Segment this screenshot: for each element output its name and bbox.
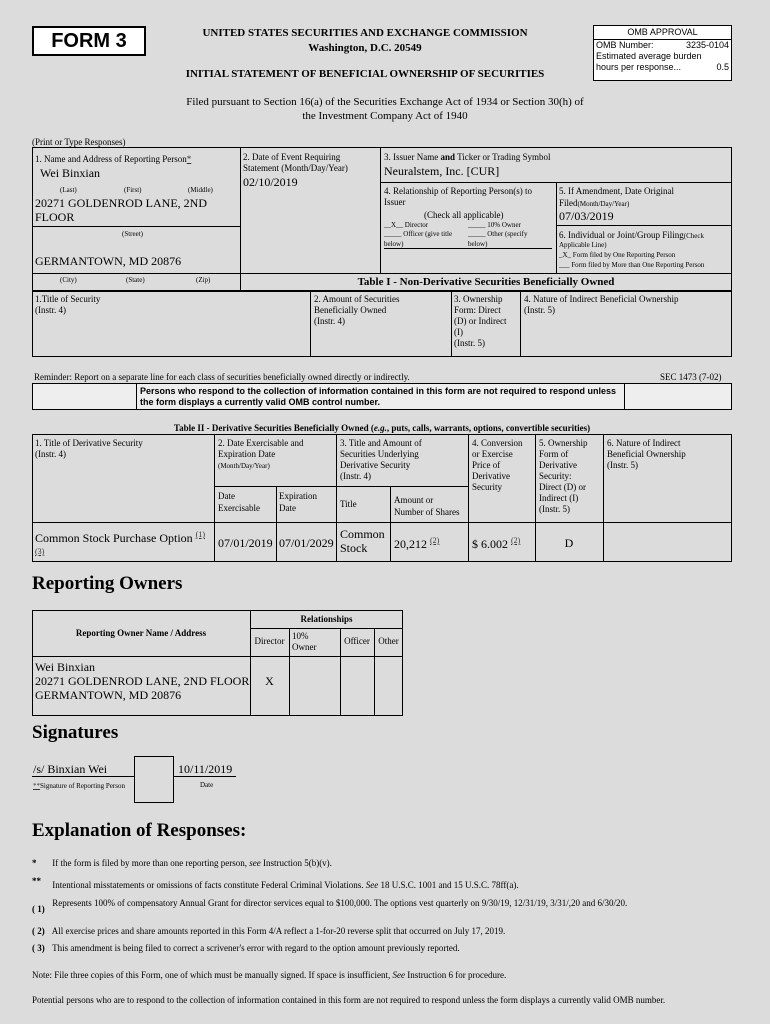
- city-label: (City): [60, 276, 77, 284]
- issuer-name: Neuralstem, Inc. [CUR]: [384, 164, 500, 178]
- expl-item-2: ( 2) All exercise prices and share amounts reported in this Form 4/A reflect a 1-for-20 reverse split that occurred on July 17, 2019.: [32, 926, 506, 936]
- expl-item-star: * If the form is filed by more than one reporting person, see Instruction 5(b)(v).: [32, 858, 332, 868]
- t2-col-underlying: 3. Title and Amount of Securities Underlying Derivative Security (Instr. 4): [340, 438, 422, 481]
- reminder-text: Reminder: Report on a separate line for each class of securities beneficially owned directly or indirectly.: [34, 372, 410, 382]
- t2-col-nature: 6. Nature of Indirect Beneficial Ownership (Instr. 5): [607, 438, 686, 470]
- rel-ten-pct: 10% Owner: [292, 631, 317, 652]
- t2-row-under-title: Common Stock: [340, 527, 385, 555]
- state-label: (State): [126, 276, 145, 284]
- box2-label-1: 2. Date of Event Requiring: [243, 152, 341, 162]
- relationships-header: Relationships: [300, 614, 353, 624]
- omb-number-label: OMB Number:: [596, 40, 654, 50]
- box5-label-1: 5. If Amendment, Date Original: [559, 186, 674, 196]
- t1-col-title: 1.Title of Security (Instr. 4): [35, 294, 101, 315]
- omb-hours-value: 0.5: [716, 62, 729, 72]
- officer-check: _____ Officer (give title: [384, 230, 453, 238]
- t2-col-price: 4. Conversion or Exercise Price of Derivative Security: [472, 438, 523, 492]
- t2-sub-exp: Expiration Date: [279, 491, 317, 513]
- amendment-date: 07/03/2019: [559, 209, 614, 223]
- rel-director: Director: [254, 636, 285, 646]
- date-label: Date: [200, 781, 214, 789]
- city-state-zip: GERMANTOWN, MD 20876: [35, 254, 182, 268]
- omb-title: OMB APPROVAL: [594, 26, 731, 40]
- expl-item-double-star: ** Intentional misstatements or omissions of facts constitute Federal Criminal Violations. See 18 U.S.C. 1001 and 15 U.S.C. 78ff(a).: [32, 876, 519, 890]
- t2-row-price: $ 6.002 $^{(2)}$: [472, 536, 521, 551]
- signature-label: **Signature of Reporting Person: [33, 782, 125, 790]
- t1-col-nature: 4. Nature of Indirect Beneficial Ownership (Instr. 5): [524, 294, 679, 315]
- rel-other: Other: [378, 636, 399, 646]
- omb-number-value: 3235-0104: [685, 40, 729, 50]
- signatures-heading: Signatures: [32, 722, 119, 743]
- expl-item-1: ( 1) Represents 100% of compensatory Annual Grant for director services equal to $100,000. The options vest quarterly on 9/30/19, 12/31/19, 3/31/,20 and 6/30/20.: [32, 898, 628, 914]
- box5-label-2: Filed(Month/Day/Year): [559, 198, 630, 208]
- table1-title: Table I - Non-Derivative Securities Beneficially Owned: [357, 276, 615, 288]
- box4-label-1: 4. Relationship of Reporting Person(s) to: [384, 186, 532, 196]
- signature-date: 10/11/2019: [178, 762, 233, 776]
- owner-director-mark: X: [265, 674, 274, 688]
- street-line2: FLOOR: [35, 210, 75, 224]
- t2-row-title: Common Stock Purchase Option $^{(1)}$ $^{(3)}$: [35, 530, 205, 556]
- owner-name-header: Reporting Owner Name / Address: [75, 628, 207, 638]
- check-all-applicable: (Check all applicable): [424, 210, 504, 220]
- t2-col-ownership: 5. Ownership Form of Derivative Security: Direct (D) or Indirect (I) (Instr. 5): [539, 438, 588, 514]
- middle-label: (Middle): [188, 186, 213, 194]
- form-label-box: [32, 26, 146, 56]
- director-check: __X__ Director: [384, 221, 429, 229]
- t2-row-ownership: D: [564, 536, 574, 550]
- owner-name: Wei Binxian: [35, 660, 96, 674]
- persons-notice: Persons who respond to the collection of information contained in this form are not required to respond unless the form displays a currently valid OMB control number.: [140, 386, 617, 407]
- final-notice: Potential persons who are to respond to the collection of information contained in this form are not required to respond unless the form displays a currently valid OMB number.: [32, 995, 666, 1005]
- box1-label: 1. Name and Address of Reporting Person*: [35, 154, 192, 164]
- sec-code: SEC 1473 (7-02): [660, 372, 722, 382]
- omb-approval-box: [593, 25, 732, 81]
- first-label: (First): [124, 186, 142, 194]
- t2-sub-amount: Amount or Number of Shares: [394, 495, 460, 517]
- omb-burden-label: Estimated average burden: [596, 51, 702, 61]
- signer-name: /s/ Binxian Wei: [33, 762, 108, 776]
- box2-label-2: Statement (Month/Day/Year): [243, 163, 348, 173]
- t1-col-ownership: 3. Ownership Form: Direct (D) or Indirect (I) (Instr. 5): [454, 294, 507, 348]
- ten-pct-check: _____ 10% Owner: [468, 221, 521, 229]
- filed-pursuant-line1: Filed pursuant to Section 16(a) of the Securities Exchange Act of 1934 or Section 30(h) of: [186, 96, 584, 108]
- filing-option-more: ___ Form filed by More than One Reporting Person: [559, 261, 705, 269]
- t2-sub-title: Title: [340, 499, 357, 509]
- other-check: _____ Other (specify: [468, 230, 528, 238]
- filing-option-one: _X_ Form filed by One Reporting Person: [559, 251, 676, 259]
- signature-gap-box: [134, 756, 174, 803]
- note-text: Note: File three copies of this Form, one of which must be manually signed. If space is insufficient, See Instruction 6 for procedure.: [32, 970, 507, 980]
- agency-name: UNITED STATES SECURITIES AND EXCHANGE COMMISSION: [202, 27, 528, 39]
- expl-item-3: ( 3) This amendment is being filed to correct a scrivener's error with regard to the option amount previously reported.: [32, 943, 460, 953]
- print-type-note: (Print or Type Responses): [32, 137, 126, 147]
- street-label: (Street): [122, 230, 143, 238]
- omb-hours-label: hours per response...: [596, 62, 682, 72]
- form-title: INITIAL STATEMENT OF BENEFICIAL OWNERSHIP OF SECURITIES: [185, 68, 545, 80]
- t2-sub-date-ex: Date Exercisable: [218, 491, 260, 513]
- box3-label: 3. Issuer Name and Ticker or Trading Symbol: [384, 152, 551, 162]
- rel-officer: Officer: [344, 636, 370, 646]
- top-form-grid: [32, 147, 732, 291]
- zip-label: (Zip): [196, 276, 211, 284]
- street-line1: 20271 GOLDENROD LANE, 2ND: [35, 196, 207, 210]
- t2-col-dates-format: (Month/Day/Year): [218, 462, 270, 470]
- reporting-person-name: Wei Binxian: [40, 166, 101, 180]
- owner-city: GERMANTOWN, MD 20876: [35, 688, 182, 702]
- reporting-owners-heading: Reporting Owners: [32, 573, 183, 594]
- table2-title: Table II - Derivative Securities Beneficially Owned (e.g., puts, calls, warrants, options, convertible securities): [173, 423, 591, 433]
- filed-pursuant-line2: the Investment Company Act of 1940: [302, 110, 468, 122]
- owner-street: 20271 GOLDENROD LANE, 2ND FLOOR: [35, 674, 250, 688]
- t2-row-exp: 07/01/2029: [279, 536, 334, 550]
- box6-label: 6. Individual or Joint/Group Filing(Check: [559, 230, 704, 240]
- other-below: below): [468, 240, 488, 248]
- officer-below: below): [384, 240, 404, 248]
- t2-row-amount: 20,212 $^{(2)}$: [394, 536, 440, 551]
- box4-label-2: Issuer: [384, 197, 406, 207]
- event-date: 02/10/2019: [243, 175, 298, 189]
- t2-col-dates: 2. Date Exercisable and Expiration Date: [218, 438, 304, 459]
- box6-label-2: Applicable Line): [559, 241, 607, 249]
- agency-location: Washington, D.C. 20549: [308, 42, 422, 54]
- t2-row-date-ex: 07/01/2019: [218, 536, 273, 550]
- t2-col-title: 1. Title of Derivative Security (Instr. 4): [35, 438, 143, 459]
- t1-col-amount: 2. Amount of Securities Beneficially Owned (Instr. 4): [314, 294, 400, 326]
- explanation-heading: Explanation of Responses:: [32, 820, 247, 841]
- last-label: (Last): [60, 186, 77, 194]
- form-label: FORM 3: [51, 30, 127, 52]
